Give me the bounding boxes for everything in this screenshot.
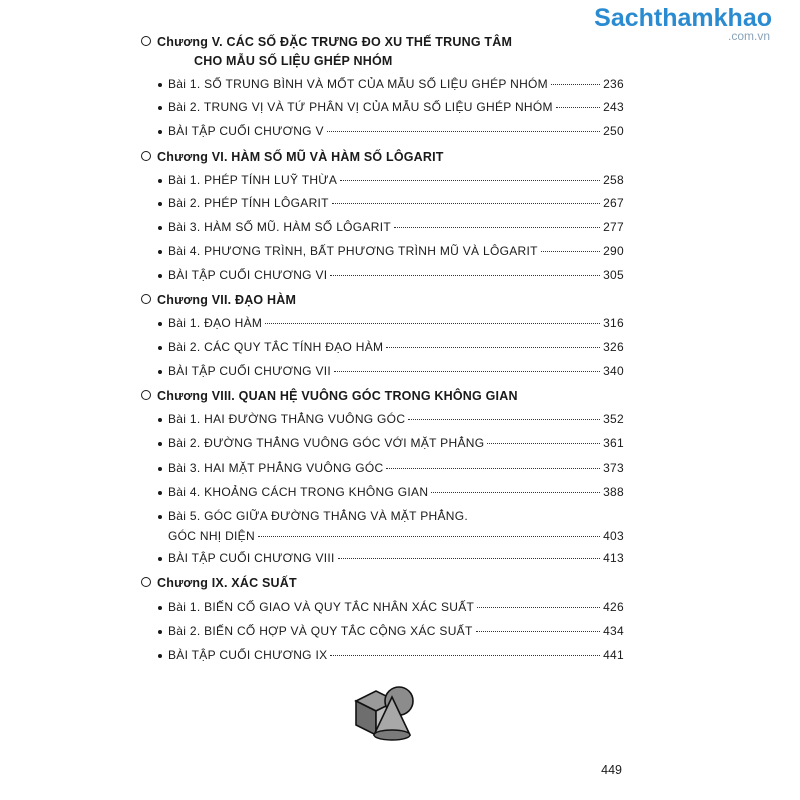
- toc-entry-page: 426: [603, 600, 624, 614]
- toc-entry[interactable]: [158, 316, 624, 332]
- bullet-dot-icon: [158, 442, 162, 446]
- toc-entry-page: 413: [603, 551, 624, 565]
- dot-leader: [330, 275, 600, 276]
- dot-leader: [551, 84, 600, 85]
- toc-entry-label: Bài 2. PHÉP TÍNH LÔGARIT: [168, 196, 329, 210]
- toc-entry[interactable]: [158, 196, 624, 212]
- toc-entry[interactable]: [158, 436, 624, 452]
- toc-entry-page: 352: [603, 412, 624, 426]
- bullet-dot-icon: [158, 250, 162, 254]
- bullet-dot-icon: [158, 467, 162, 471]
- chapter-title: Chương VIII. QUAN HỆ VUÔNG GÓC TRONG KHÔNG GIAN: [157, 389, 518, 403]
- dot-leader: [477, 607, 600, 608]
- bullet-dot-icon: [158, 202, 162, 206]
- toc-entry[interactable]: [158, 600, 624, 616]
- bullet-dot-icon: [158, 370, 162, 374]
- toc-entry[interactable]: [158, 509, 624, 545]
- toc-entry-label: Bài 2. CÁC QUY TẮC TÍNH ĐẠO HÀM: [168, 340, 384, 354]
- bullet-dot-icon: [158, 654, 162, 658]
- toc-entry[interactable]: [158, 173, 624, 189]
- toc-entry-label: Bài 1. SỐ TRUNG BÌNH VÀ MỐT CỦA MẪU SỐ LIỆU GHÉP NHÓM: [168, 77, 548, 91]
- toc-entry-page: 250: [603, 124, 624, 138]
- bullet-dot-icon: [158, 515, 162, 519]
- chapter-heading-7: [141, 293, 296, 307]
- toc-entry[interactable]: [158, 77, 624, 93]
- chapter-heading-6: [141, 150, 444, 164]
- bullet-dot-icon: [158, 491, 162, 495]
- toc-entry-label: Bài 4. KHOẢNG CÁCH TRONG KHÔNG GIAN: [168, 485, 429, 499]
- toc-entry-label: BÀI TẬP CUỐI CHƯƠNG VI: [168, 268, 328, 282]
- chapter-title: Chương V. CÁC SỐ ĐẶC TRƯNG ĐO XU THẾ TRUNG TÂM: [157, 35, 513, 49]
- chapter-heading-9: [141, 576, 297, 590]
- chapter-heading-5: [141, 35, 512, 68]
- bullet-dot-icon: [158, 274, 162, 278]
- toc-entry[interactable]: [158, 551, 624, 567]
- toc-entry-label: Bài 5. GÓC GIỮA ĐƯỜNG THẲNG VÀ MẶT PHẲNG.: [168, 509, 469, 523]
- watermark-logo: [594, 4, 772, 43]
- bullet-dot-icon: [158, 630, 162, 634]
- toc-entry-page: 403: [603, 529, 624, 543]
- dot-leader: [394, 227, 600, 228]
- chapter-title: Chương VI. HÀM SỐ MŨ VÀ HÀM SỐ LÔGARIT: [157, 150, 444, 164]
- toc-entry-page: 434: [603, 624, 624, 638]
- geometric-solids-icon: [352, 683, 432, 743]
- toc-entry-label-line2: GÓC NHỊ DIỆN: [168, 529, 255, 543]
- toc-entry-page: 290: [603, 244, 624, 258]
- bullet-dot-icon: [158, 106, 162, 110]
- watermark-brand: Sachthamkhao: [594, 4, 772, 32]
- toc-entry[interactable]: [158, 220, 624, 236]
- dot-leader: [330, 655, 600, 656]
- toc-entry[interactable]: [158, 412, 624, 428]
- dot-leader: [386, 468, 600, 469]
- bullet-dot-icon: [158, 606, 162, 610]
- toc-entry-label: BÀI TẬP CUỐI CHƯƠNG VIII: [168, 551, 335, 565]
- dot-leader: [334, 371, 600, 372]
- toc-entry[interactable]: [158, 461, 624, 477]
- dot-leader: [332, 203, 600, 204]
- toc-entry-label: BÀI TẬP CUỐI CHƯƠNG IX: [168, 648, 328, 662]
- dot-leader: [487, 443, 600, 444]
- chapter-title-line2: CHO MẪU SỐ LIỆU GHÉP NHÓM: [194, 54, 393, 68]
- bullet-dot-icon: [158, 83, 162, 87]
- dot-leader: [541, 251, 600, 252]
- bullet-dot-icon: [158, 226, 162, 230]
- dot-leader: [338, 558, 600, 559]
- cone-base: [374, 730, 410, 740]
- dot-leader: [431, 492, 600, 493]
- page-number: 449: [601, 763, 622, 777]
- circle-bullet-icon: [141, 294, 151, 304]
- dot-leader: [386, 347, 600, 348]
- toc-entry-page: 340: [603, 364, 624, 378]
- toc-entry-page: 373: [603, 461, 624, 475]
- dot-leader: [258, 536, 600, 537]
- toc-entry-page: 305: [603, 268, 624, 282]
- toc-entry-label: BÀI TẬP CUỐI CHƯƠNG VII: [168, 364, 332, 378]
- bullet-dot-icon: [158, 179, 162, 183]
- chapter-heading-8: [141, 389, 518, 403]
- chapter-title: Chương VII. ĐẠO HÀM: [157, 293, 297, 307]
- toc-entry-page: 236: [603, 77, 624, 91]
- bullet-dot-icon: [158, 418, 162, 422]
- toc-entry[interactable]: [158, 648, 624, 664]
- dot-leader: [340, 180, 600, 181]
- toc-entry[interactable]: [158, 244, 624, 260]
- toc-entry-label: Bài 3. HAI MẶT PHẲNG VUÔNG GÓC: [168, 461, 384, 475]
- toc-entry-label: Bài 2. ĐƯỜNG THẲNG VUÔNG GÓC VỚI MẶT PHẲNG: [168, 436, 485, 450]
- toc-entry[interactable]: [158, 268, 624, 284]
- dot-leader: [327, 131, 600, 132]
- toc-entry[interactable]: [158, 364, 624, 380]
- dot-leader: [476, 631, 600, 632]
- toc-entry[interactable]: [158, 124, 624, 140]
- toc-entry-page: 388: [603, 485, 624, 499]
- toc-entry[interactable]: [158, 340, 624, 356]
- toc-entry-page: 258: [603, 173, 624, 187]
- toc-entry[interactable]: [158, 485, 624, 501]
- toc-entry-page: 326: [603, 340, 624, 354]
- toc-entry-page: 267: [603, 196, 624, 210]
- dot-leader: [265, 323, 600, 324]
- toc-entry-label: Bài 1. HAI ĐƯỜNG THẲNG VUÔNG GÓC: [168, 412, 406, 426]
- bullet-dot-icon: [158, 322, 162, 326]
- toc-entry-label: Bài 2. TRUNG VỊ VÀ TỨ PHÂN VỊ CỦA MẪU SỐ LIỆU GHÉP NHÓM: [168, 100, 553, 114]
- toc-entry-label: Bài 1. PHÉP TÍNH LUỸ THỪA: [168, 173, 338, 187]
- toc-entry-page: 243: [603, 100, 624, 114]
- circle-bullet-icon: [141, 36, 151, 46]
- watermark-domain: .com.vn: [727, 29, 770, 43]
- toc-entry-label: Bài 3. HÀM SỐ MŨ. HÀM SỐ LÔGARIT: [168, 220, 391, 234]
- circle-bullet-icon: [141, 390, 151, 400]
- toc-entry-label: Bài 1. BIẾN CỐ GIAO VÀ QUY TẮC NHÂN XÁC SUẤT: [168, 600, 475, 614]
- bullet-dot-icon: [158, 557, 162, 561]
- toc-entry-page: 441: [603, 648, 624, 662]
- toc-entry[interactable]: [158, 100, 624, 116]
- toc-entry-label: Bài 2. BIẾN CỐ HỢP VÀ QUY TẮC CỘNG XÁC SUẤT: [168, 624, 473, 638]
- chapter-title: Chương IX. XÁC SUẤT: [157, 576, 297, 590]
- dot-leader: [556, 107, 600, 108]
- circle-bullet-icon: [141, 577, 151, 587]
- bullet-dot-icon: [158, 346, 162, 350]
- dot-leader: [408, 419, 600, 420]
- circle-bullet-icon: [141, 151, 151, 161]
- toc-entry-page: 361: [603, 436, 624, 450]
- toc-entry-page: 277: [603, 220, 624, 234]
- bullet-dot-icon: [158, 130, 162, 134]
- toc-entry-label: BÀI TẬP CUỐI CHƯƠNG V: [168, 124, 324, 138]
- toc-entry-label: Bài 4. PHƯƠNG TRÌNH, BẤT PHƯƠNG TRÌNH MŨ VÀ LÔGARIT: [168, 244, 538, 258]
- toc-entry[interactable]: [158, 624, 624, 640]
- toc-entry-page: 316: [603, 316, 624, 330]
- toc-entry-label: Bài 1. ĐẠO HÀM: [168, 316, 263, 330]
